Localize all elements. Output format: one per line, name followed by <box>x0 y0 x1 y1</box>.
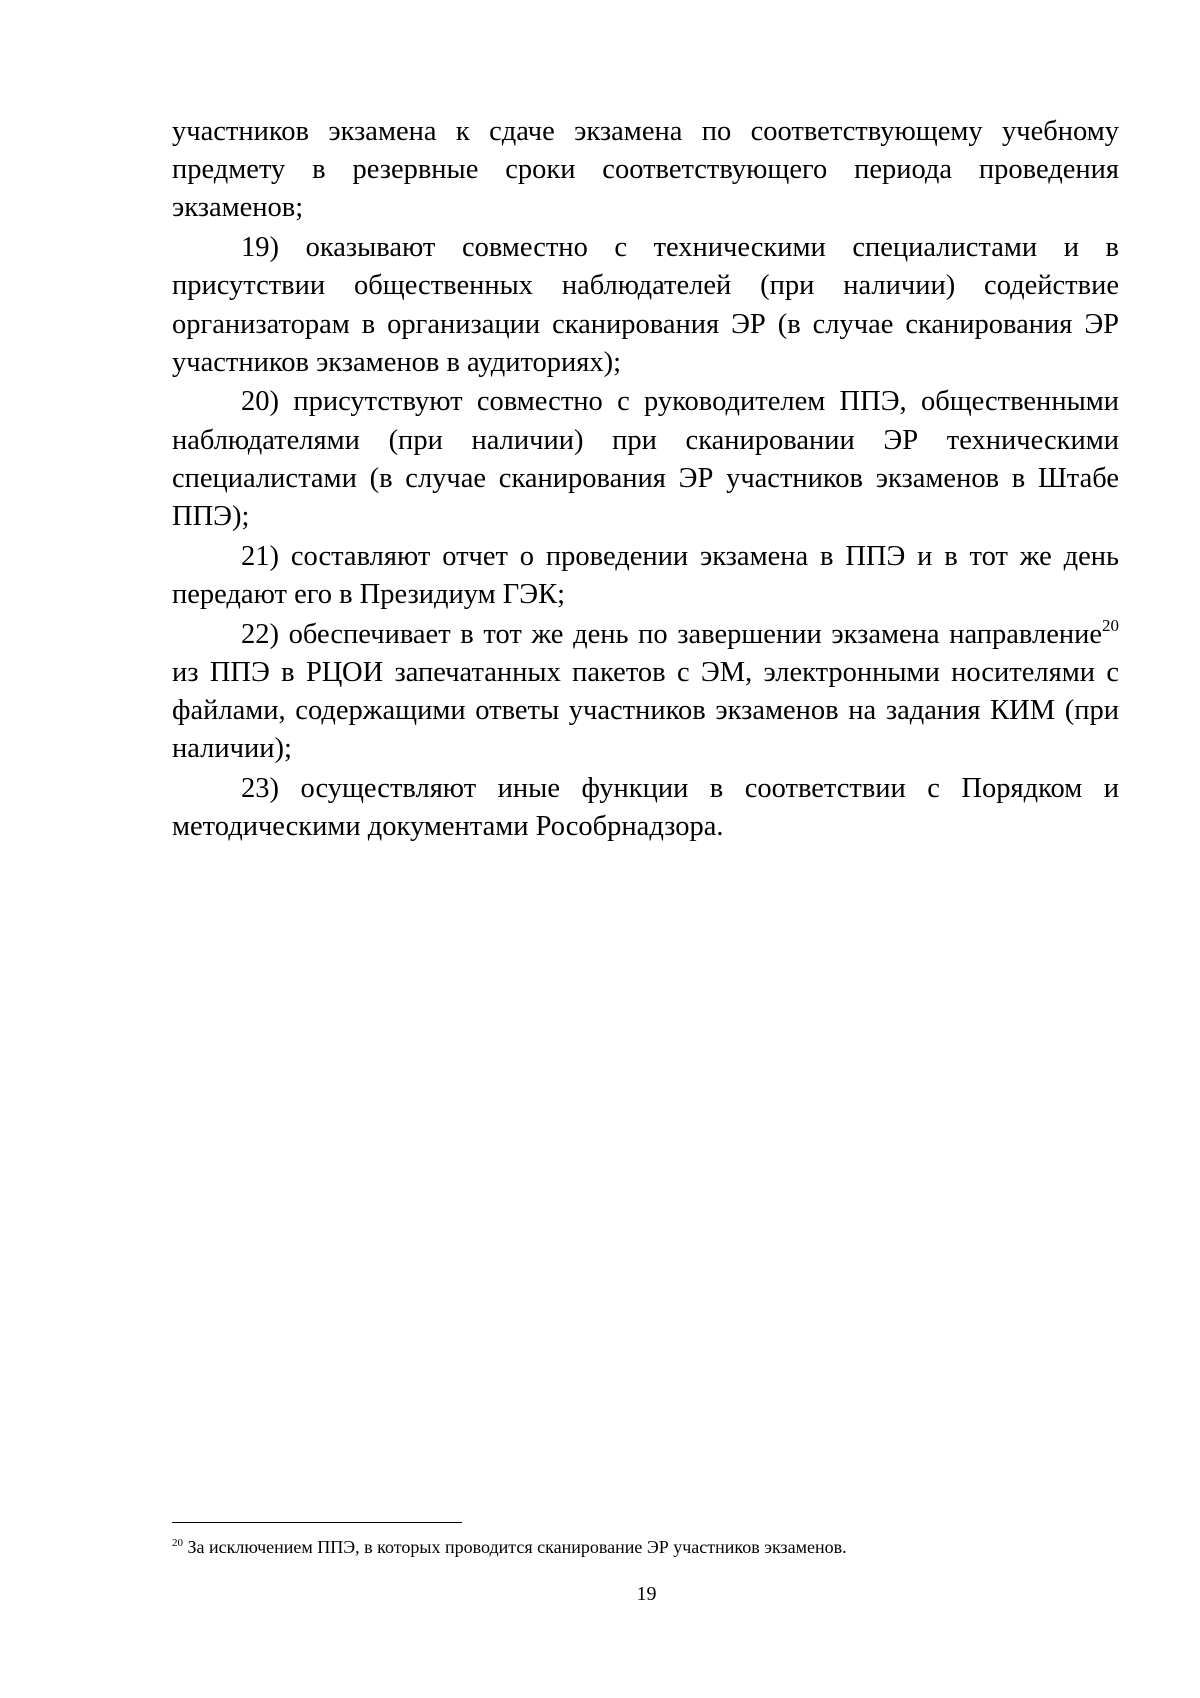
list-item-text: составляют отчет о проведении экзамена в ППЭ и в тот же день передают его в Президиум ГЭК; <box>172 540 1120 610</box>
list-item-22 <box>172 616 1119 769</box>
paragraph-continuation <box>172 113 1119 228</box>
body-text <box>172 113 1119 846</box>
list-item-number: 19) <box>241 232 279 264</box>
list-item-20 <box>172 383 1119 536</box>
list-item-number: 23) <box>241 772 279 804</box>
list-item-23 <box>172 770 1119 846</box>
list-item-number: 20) <box>241 386 279 418</box>
list-item-text: оказывают совместно с техническими специалистами и в присутствии общественных наблюдателей (при наличии) содействие организаторам в организации сканирования ЭР (в случае сканирования ЭР участников экзаменов в аудиториях); <box>172 232 1119 378</box>
footnote-divider <box>172 1522 462 1523</box>
list-item-21 <box>172 538 1119 614</box>
paragraph-text: участников экзамена к сдаче экзамена по соответствующему учебному предмету в резервные сроки соответствующего периода проведения экзаменов; <box>172 116 1119 224</box>
list-item-text: присутствуют совместно с руководителем ППЭ, общественными наблюдателями (при наличии) при сканировании ЭР техническими специалистами (в случае сканирования ЭР участников экзаменов в Штабе ППЭ); <box>172 386 1120 533</box>
footnote-reference[interactable]: 20 <box>1102 615 1119 635</box>
list-item-number: 21) <box>241 540 279 572</box>
footnote-marker: 20 <box>172 1537 183 1549</box>
page-number: 19 <box>636 1583 657 1605</box>
list-item-19 <box>172 229 1119 382</box>
list-item-text-continued: из ППЭ в РЦОИ запечатанных пакетов с ЭМ, электронными носителями с файлами, содержащими ответы участников экзаменов на задания КИМ (при наличии); <box>172 656 1119 765</box>
footnote-text: За исключением ППЭ, в которых проводится сканирование ЭР участников экзаменов. <box>183 1537 847 1557</box>
list-item-text: обеспечивает в тот же день по завершении экзамена направление <box>288 618 1102 650</box>
list-item-text: осуществляют иные функции в соответствии с Порядком и методическими документами Рособрнадзора. <box>172 772 1119 843</box>
list-item-number: 22) <box>241 618 279 650</box>
footnote <box>172 1535 1119 1559</box>
